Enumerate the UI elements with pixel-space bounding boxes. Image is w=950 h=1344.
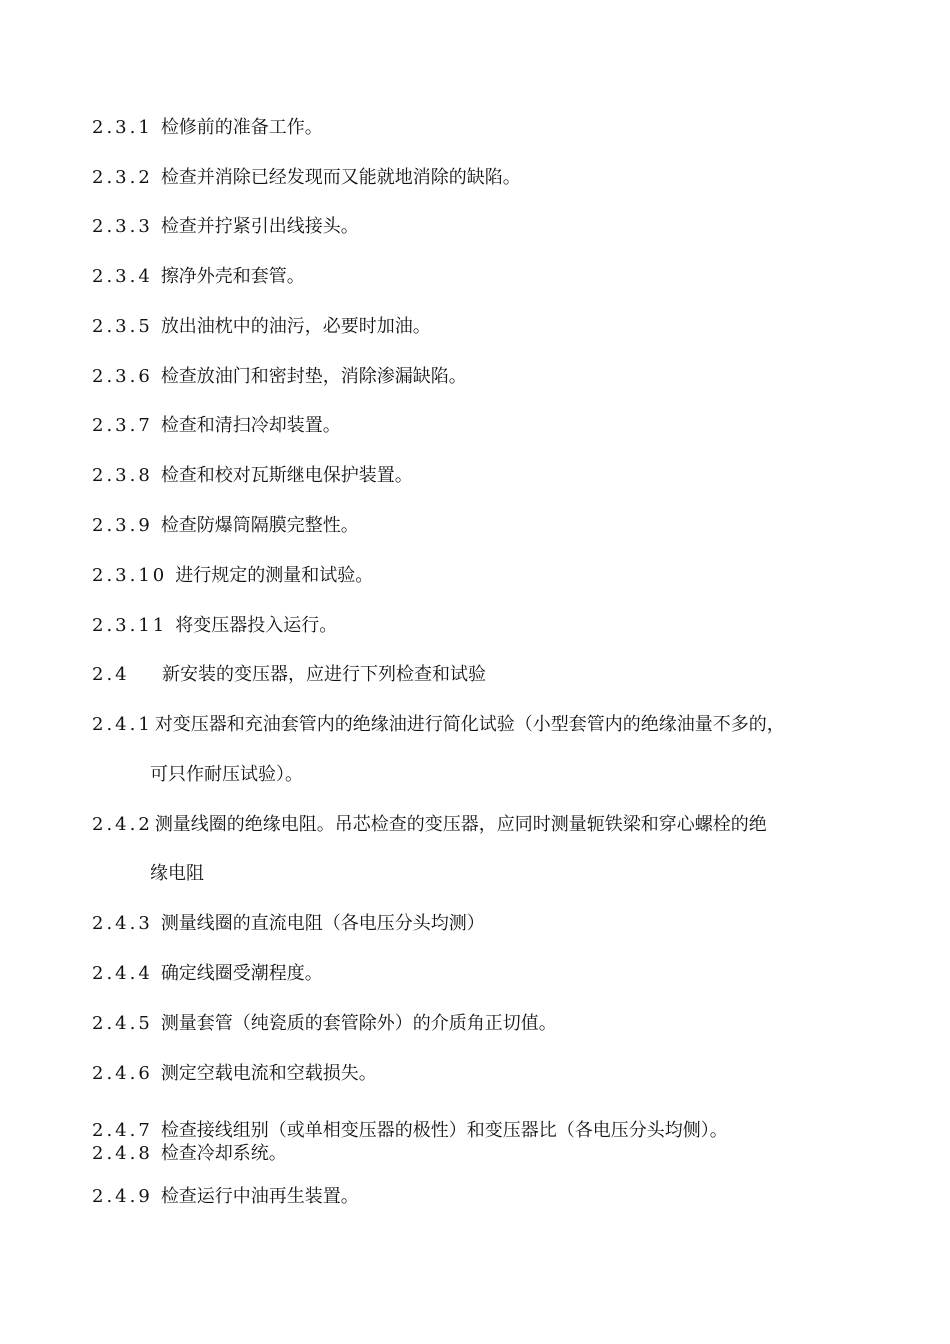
- clause-text: 进行规定的测量和试验。: [175, 565, 374, 586]
- clause-text: 检查防爆筒隔膜完整性。: [160, 515, 359, 536]
- clause-number: 2.3.2: [92, 167, 153, 188]
- clause-number: 2.3.9: [92, 515, 153, 536]
- clause-2-3-10: [92, 564, 373, 588]
- clause-text: 测量套管（纯瓷质的套管除外）的介质角正切值。: [160, 1013, 557, 1034]
- section-2-4-heading: [92, 663, 486, 687]
- clause-number: 2.4.4: [92, 963, 153, 984]
- clause-text: 检查接线组别（或单相变压器的极性）和变压器比（各电压分头均侧）。: [160, 1120, 728, 1141]
- clause-2-4-1: [92, 713, 785, 737]
- clause-2-4-2: [92, 813, 767, 837]
- section-text: 新安装的变压器，应进行下列检查和试验: [162, 664, 486, 685]
- clause-number: 2.3.7: [92, 415, 153, 436]
- clause-number: 2.3.5: [92, 316, 153, 337]
- clause-text: 将变压器投入运行。: [175, 615, 338, 636]
- clause-2-4-6: [92, 1062, 377, 1086]
- clause-text: 检查运行中油再生装置。: [160, 1186, 359, 1207]
- clause-text: 测量线圈的直流电阻（各电压分头均测）: [160, 913, 485, 934]
- clause-text: 对变压器和充油套管内的绝缘油进行简化试验（小型套管内的绝缘油量不多的，: [154, 714, 785, 735]
- clause-number: 2.3.3: [92, 216, 153, 237]
- clause-number: 2.3.10: [92, 565, 168, 586]
- clause-2-3-4: [92, 265, 305, 289]
- clause-number: 2.3.1: [92, 117, 153, 138]
- clause-2-4-2-continuation: 缘电阻: [150, 863, 204, 884]
- clause-number: 2.4.8: [92, 1143, 153, 1164]
- clause-text: 检查并拧紧引出线接头。: [160, 216, 359, 237]
- clause-text: 检查和校对瓦斯继电保护装置。: [160, 465, 413, 486]
- clause-text: 测量线圈的绝缘电阻。吊芯检查的变压器，应同时测量轭铁梁和穿心螺栓的绝: [154, 814, 767, 835]
- clause-text: 测定空载电流和空载损失。: [160, 1063, 377, 1084]
- clause-text: 检查并消除已经发现而又能就地消除的缺陷。: [160, 167, 521, 188]
- clause-text: 检修前的准备工作。: [160, 117, 323, 138]
- clause-number: 2.3.6: [92, 366, 153, 387]
- clause-2-4-3: [92, 912, 485, 936]
- clause-2-4-7: [92, 1119, 728, 1143]
- clause-2-3-1: [92, 116, 323, 140]
- section-number: 2.4: [92, 664, 130, 685]
- clause-2-4-1-continuation: 可只作耐压试验）。: [150, 764, 303, 785]
- clause-number: 2.4.9: [92, 1186, 153, 1207]
- clause-text: 检查冷却系统。: [160, 1143, 287, 1164]
- clause-number: 2.4.6: [92, 1063, 153, 1084]
- clause-2-3-9: [92, 514, 359, 538]
- clause-number: 2.4.1: [92, 714, 153, 735]
- clause-2-3-7: [92, 414, 341, 438]
- clause-text: 检查和清扫冷却装置。: [160, 415, 341, 436]
- clause-2-3-8: [92, 464, 413, 488]
- clause-text: 检查放油门和密封垫，消除渗漏缺陷。: [160, 366, 467, 387]
- clause-2-3-3: [92, 215, 359, 239]
- clause-text: 确定线圈受潮程度。: [160, 963, 323, 984]
- clause-number: 2.4.3: [92, 913, 153, 934]
- clause-2-3-11: [92, 614, 337, 638]
- clause-text: 擦净外壳和套管。: [160, 266, 305, 287]
- clause-number: 2.4.7: [92, 1120, 153, 1141]
- clause-2-3-6: [92, 365, 467, 389]
- clause-number: 2.3.4: [92, 266, 153, 287]
- clause-2-3-2: [92, 166, 521, 190]
- clause-2-4-5: [92, 1012, 557, 1036]
- clause-2-4-4: [92, 962, 323, 986]
- clause-text: 放出油枕中的油污，必要时加油。: [160, 316, 431, 337]
- clause-number: 2.3.8: [92, 465, 153, 486]
- clause-number: 2.4.2: [92, 814, 153, 835]
- clause-number: 2.4.5: [92, 1013, 153, 1034]
- clause-2-4-9: [92, 1185, 359, 1209]
- clause-2-4-8: [92, 1142, 287, 1166]
- clause-number: 2.3.11: [92, 615, 168, 636]
- clause-2-3-5: [92, 315, 431, 339]
